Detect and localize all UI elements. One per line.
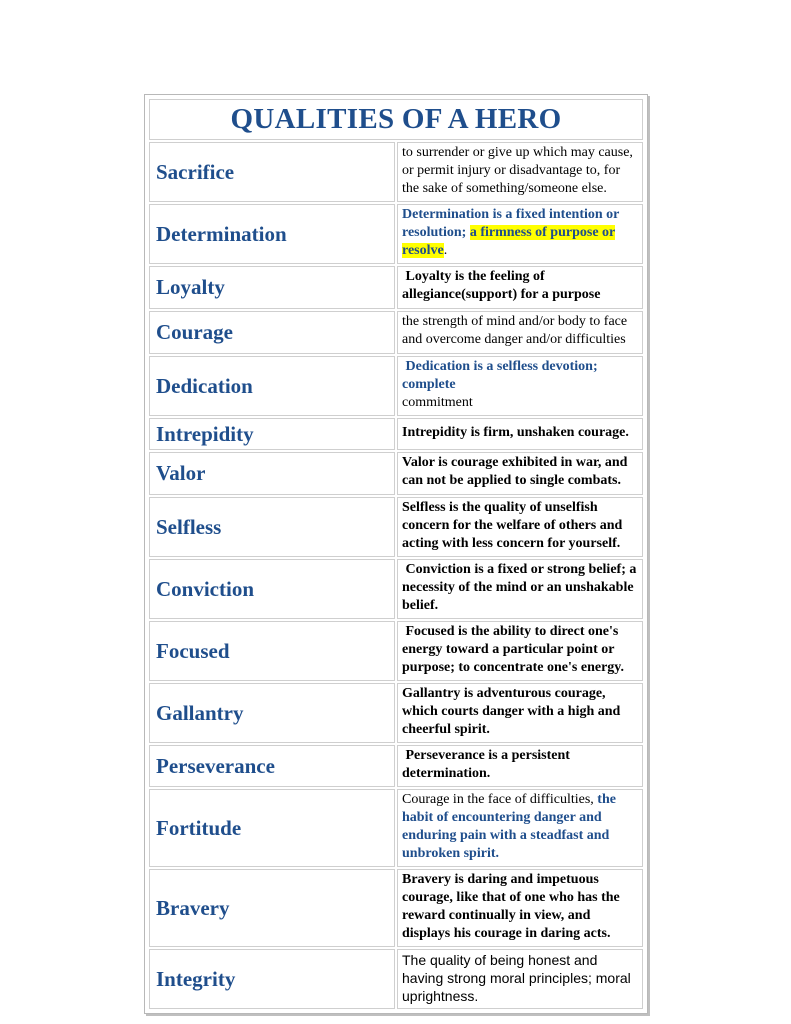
table-row [149, 204, 643, 264]
title-row [149, 99, 643, 140]
definition-cell: Loyalty is the feeling of allegiance(support) for a purpose [397, 266, 643, 309]
definition-text: Determination is a fixed intention or resolution; [402, 207, 620, 240]
table-row [149, 869, 643, 947]
definition-text-bold: the habit of encountering danger and enduring pain with a steadfast and unbroken spirit. [402, 792, 616, 861]
table-row [149, 418, 643, 450]
term-cell: Determination [149, 204, 395, 264]
definition-text: Courage in the face of difficulties, [402, 792, 598, 807]
page-title: QUALITIES OF A HERO [149, 99, 643, 140]
table-row [149, 497, 643, 557]
highlighted-text: a firmness of purpose or resolve [402, 225, 616, 258]
table-row [149, 621, 643, 681]
definition-cell [397, 356, 643, 416]
term-cell: Conviction [149, 559, 395, 619]
term-cell: Courage [149, 311, 395, 354]
term-cell: Dedication [149, 356, 395, 416]
definition-cell: Gallantry is adventurous courage, which courts danger with a high and cheerful spirit. [397, 683, 643, 743]
table-row [149, 452, 643, 495]
definition-cell: to surrender or give up which may cause, or permit injury or disadvantage to, for the sake of something/someone else. [397, 142, 643, 202]
table-row [149, 266, 643, 309]
term-cell: Perseverance [149, 745, 395, 787]
definition-cell: Focused is the ability to direct one's energy toward a particular point or purpose; to concentrate one's energy. [397, 621, 643, 681]
definition-cell: Valor is courage exhibited in war, and can not be applied to single combats. [397, 452, 643, 495]
table-row [149, 949, 643, 1009]
qualities-table-container [144, 94, 648, 1014]
table-row [149, 745, 643, 787]
table-row [149, 142, 643, 202]
term-cell: Focused [149, 621, 395, 681]
definition-cell: Intrepidity is firm, unshaken courage. [397, 418, 643, 450]
term-cell: Fortitude [149, 789, 395, 867]
definition-cell: The quality of being honest and having strong moral principles; moral uprightness. [397, 949, 643, 1009]
qualities-table [147, 97, 645, 1011]
definition-cell [397, 204, 643, 264]
definition-text: Dedication is a selfless devotion; complete [402, 359, 602, 392]
table-row [149, 789, 643, 867]
table-row [149, 559, 643, 619]
definition-cell [397, 789, 643, 867]
term-cell: Valor [149, 452, 395, 495]
table-row [149, 311, 643, 354]
table-row [149, 683, 643, 743]
definition-cell: Perseverance is a persistent determination. [397, 745, 643, 787]
term-cell: Loyalty [149, 266, 395, 309]
definition-text-end: . [443, 243, 448, 258]
term-cell: Gallantry [149, 683, 395, 743]
term-cell: Intrepidity [149, 418, 395, 450]
term-cell: Sacrifice [149, 142, 395, 202]
term-cell: Selfless [149, 497, 395, 557]
definition-cell: Selfless is the quality of unselfish concern for the welfare of others and acting with less concern for yourself. [397, 497, 643, 557]
term-cell: Integrity [149, 949, 395, 1009]
definition-cell: Bravery is daring and impetuous courage, like that of one who has the reward continually in view, and displays his courage in daring acts. [397, 869, 643, 947]
term-cell: Bravery [149, 869, 395, 947]
table-row [149, 356, 643, 416]
definition-text-end: commitment [402, 395, 473, 410]
definition-cell: the strength of mind and/or body to face and overcome danger and/or difficulties [397, 311, 643, 354]
definition-cell: Conviction is a fixed or strong belief; a necessity of the mind or an unshakable belief. [397, 559, 643, 619]
